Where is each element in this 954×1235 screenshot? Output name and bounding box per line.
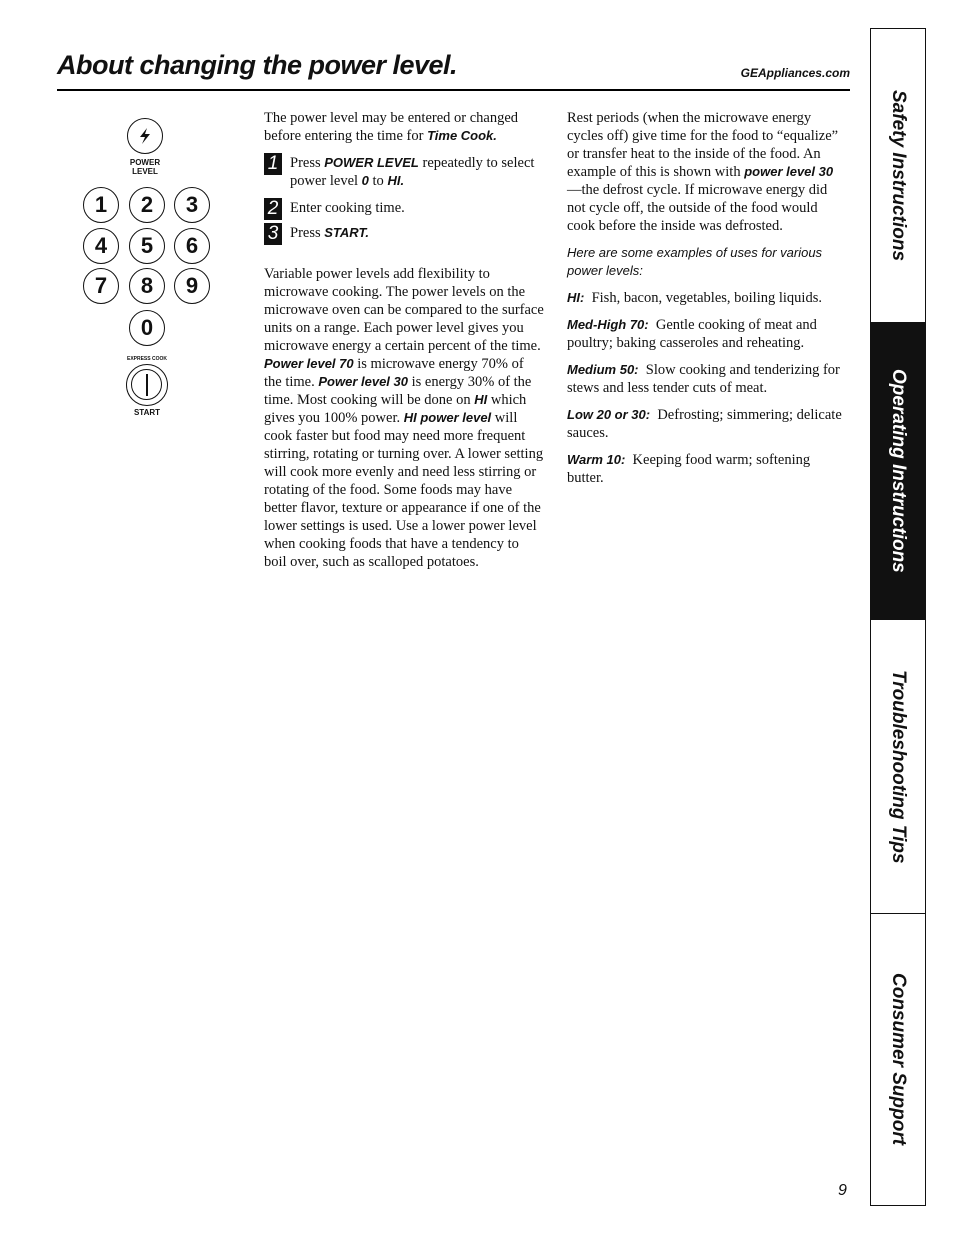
level-warm-10: Warm 10: Keeping food warm; softening butter. — [567, 452, 811, 486]
step-2 — [264, 199, 544, 220]
key-7: 7 — [83, 268, 119, 304]
step-1 — [264, 154, 544, 190]
step-3 — [264, 224, 544, 245]
key-0: 0 — [129, 310, 165, 346]
column-right — [567, 109, 847, 496]
step-2-number: 2 — [264, 198, 282, 220]
intro-paragraph: The power level may be entered or changed before entering the time for Time Cook. — [264, 110, 519, 144]
tab-troubleshooting-tips[interactable]: Troubleshooting Tips — [871, 620, 925, 914]
level-med-high-70: Med-High 70: Gentle cooking of meat and poultry; baking casseroles and reheating. — [567, 317, 817, 351]
express-cook-label: EXPRESS COOK — [126, 356, 167, 362]
power-level-key-label: POWER LEVEL — [129, 158, 161, 176]
start-key-label: START — [133, 408, 161, 417]
tab-safety-instructions[interactable]: Safety Instructions — [871, 29, 925, 323]
level-low-20-30: Low 20 or 30: Defrosting; simmering; delicate sauces. — [567, 407, 842, 441]
step-2-text: Enter cooking time. — [290, 200, 405, 216]
key-4: 4 — [83, 228, 119, 264]
key-8: 8 — [129, 268, 165, 304]
level-hi: HI: Fish, bacon, vegetables, boiling liquids. — [567, 290, 822, 306]
key-1: 1 — [83, 187, 119, 223]
key-3: 3 — [174, 187, 210, 223]
start-key-bar — [146, 374, 148, 396]
section-tabs — [870, 28, 926, 1206]
column-left — [264, 109, 544, 580]
power-level-key — [127, 118, 163, 154]
lightning-icon — [136, 127, 154, 145]
key-9: 9 — [174, 268, 210, 304]
website-link[interactable]: GEAppliances.com — [740, 66, 850, 80]
step-1-number: 1 — [264, 153, 282, 175]
step-1-text: Press POWER LEVEL repeatedly to select power level 0 to HI. — [290, 155, 535, 189]
step-3-number: 3 — [264, 223, 282, 245]
page-number: 9 — [838, 1182, 847, 1199]
rest-periods-paragraph: Rest periods (when the microwave energy cycles off) give time for the food to “equalize” or transfer heat to the inside of the food. An example of this is shown with power level 30—the defrost cycle. If microwave energy did not cycle off, the outside of the food would cook before the inside was defrosted. — [567, 110, 839, 234]
key-6: 6 — [174, 228, 210, 264]
key-2: 2 — [129, 187, 165, 223]
variable-power-paragraph: Variable power levels add flexibility to microwave cooking. The power levels on the microwave oven can be compared to the surface units on a range. Each power level gives you microwave energy a certain percent of the time. Power level 70 is microwave energy 70% of the time. Power level 30 is energy 30% of the time. Most cooking will be done on HI which gives you 100% power. HI power level will cook faster but food may need more frequent stirring, rotating or turning over. A lower setting will cook more evenly and need less stirring or rotating of the food. Some foods may have better flavor, texture or appearance if one of the lower settings is used. Use a lower power level when cooking foods that have a tendency to boil over, such as scalloped potatoes. — [264, 266, 544, 570]
key-5: 5 — [129, 228, 165, 264]
step-3-text: Press START. — [290, 225, 370, 241]
tab-operating-instructions[interactable]: Operating Instructions — [871, 323, 925, 620]
level-medium-50: Medium 50: Slow cooking and tenderizing for stews and less tender cuts of meat. — [567, 362, 840, 396]
title-divider — [57, 89, 850, 91]
keypad-illustration — [80, 115, 215, 425]
start-key — [126, 364, 168, 406]
examples-note: Here are some examples of uses for various power levels: — [567, 245, 823, 278]
page-title: About changing the power level. — [57, 50, 458, 80]
tab-consumer-support[interactable]: Consumer Support — [888, 972, 909, 1146]
